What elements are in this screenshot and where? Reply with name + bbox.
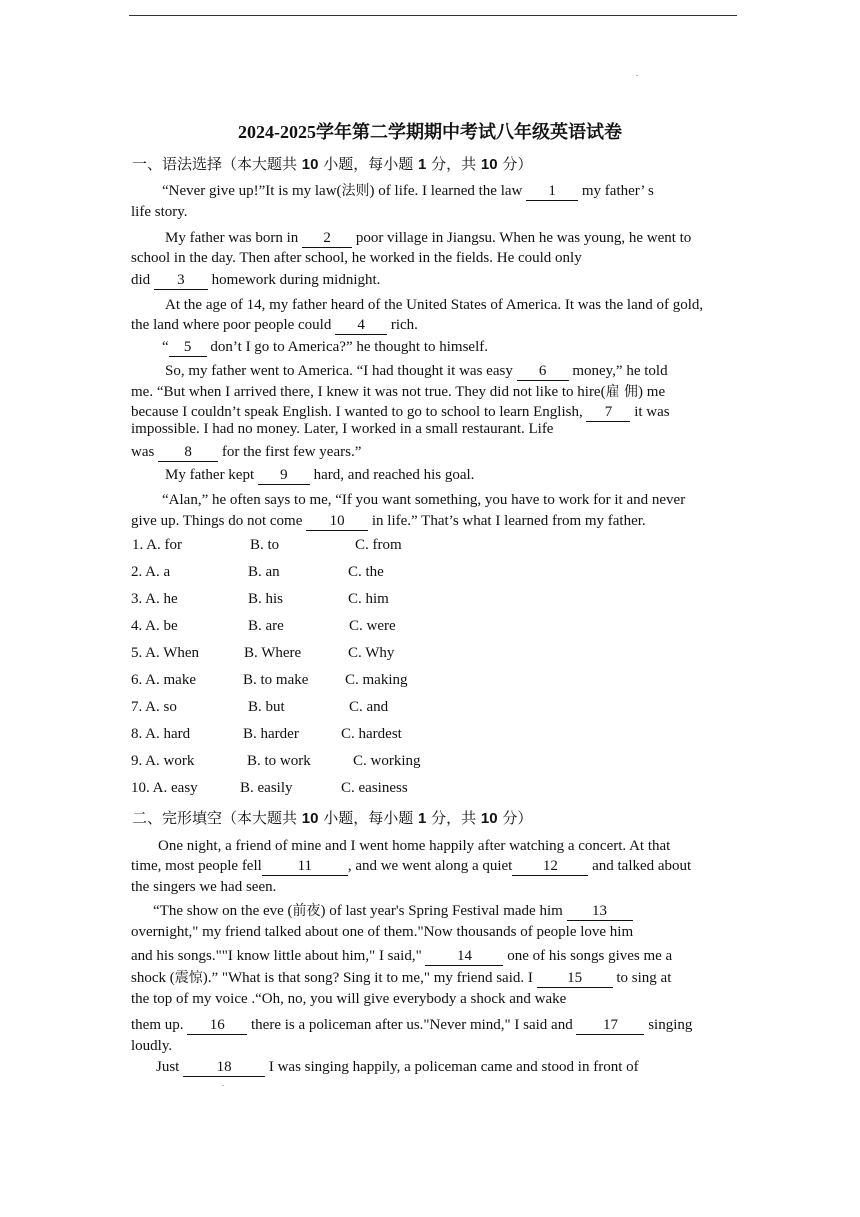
blank-3: 3 [154, 272, 208, 290]
option-number-a: 4. A. be [131, 618, 178, 634]
passage-line: impossible. I had no money. Later, I worked in a small restaurant. Life [131, 421, 554, 437]
option-c: C. hardest [341, 726, 402, 742]
passage-line: the land where poor people could 4 rich. [131, 317, 418, 333]
section-heading-cloze: 二、完形填空（本大题共 10 小题，每小题 1 分，共 10 分） [132, 809, 533, 827]
passage-line: did 3 homework during midnight. [131, 272, 381, 288]
option-b: B. easily [240, 780, 293, 796]
passage-line: overnight," my friend talked about one of them."Now thousands of people love him [131, 924, 634, 940]
blank-4: 4 [335, 317, 387, 335]
passage-line: the singers we had seen. [131, 879, 277, 895]
blank-11: 11 [262, 858, 348, 876]
page-title: 2024-2025学年第二学期期中考试八年级英语试卷 [238, 122, 622, 142]
passage-line: and his songs.""I know little about him," I said," 14 one of his songs gives me a [131, 948, 673, 964]
blank-12: 12 [512, 858, 588, 876]
option-number-a: 1. A. for [132, 537, 182, 553]
passage-line: was 8 for the first few years.” [131, 444, 362, 460]
passage-line: loudly. [131, 1038, 173, 1054]
option-c: C. the [348, 564, 384, 580]
blank-15: 15 [537, 970, 613, 988]
passage-line: time, most people fell 11 , and we went along a quiet 12 and talked about [131, 858, 692, 874]
option-number-a: 6. A. make [131, 672, 196, 688]
option-c: C. working [353, 753, 421, 769]
passage-line: Just 18 I was singing happily, a policeman came and stood in front of [156, 1059, 639, 1075]
scan-speck [636, 75, 638, 76]
passage-line: “Alan,” he often says to me, “If you want something, you have to work for it and never [162, 492, 686, 508]
passage-line: “The show on the eve (前夜) of last year's Spring Festival made him 13 [153, 901, 633, 921]
blank-8: 8 [158, 444, 218, 462]
passage-line: One night, a friend of mine and I went home happily after watching a concert. At that [158, 838, 671, 854]
passage-line: the top of my voice .“Oh, no, you will give everybody a shock and wake [131, 991, 567, 1007]
option-c: C. making [345, 672, 408, 688]
option-b: B. to [250, 537, 280, 553]
option-b: B. an [248, 564, 280, 580]
blank-16: 16 [187, 1017, 247, 1035]
blank-10: 10 [306, 513, 368, 531]
blank-17: 17 [576, 1017, 644, 1035]
option-c: C. and [349, 699, 389, 715]
option-c: C. Why [348, 645, 395, 661]
option-c: C. easiness [341, 780, 408, 796]
option-b: B. Where [244, 645, 302, 661]
option-b: B. his [248, 591, 284, 607]
option-c: C. him [348, 591, 389, 607]
option-number-a: 3. A. he [131, 591, 178, 607]
option-b: B. but [248, 699, 285, 715]
passage-line: My father was born in 2 poor village in Jiangsu. When he was young, he went to [165, 230, 692, 246]
passage-line: life story. [131, 204, 188, 220]
blank-2: 2 [302, 230, 352, 248]
option-c: C. from [355, 537, 402, 553]
blank-1: 1 [526, 183, 578, 201]
passage-line: My father kept 9 hard, and reached his goal. [165, 467, 475, 483]
section-heading-grammar: 一、语法选择（本大题共 10 小题，每小题 1 分，共 10 分） [132, 155, 533, 173]
blank-9: 9 [258, 467, 310, 485]
passage-line: “Never give up!”It is my law(法则) of life. I learned the law 1 my father’ s [162, 183, 654, 199]
option-b: B. harder [243, 726, 299, 742]
scan-speck [222, 1085, 224, 1086]
passage-line: “ 5 don’t I go to America?” he thought to himself. [162, 339, 489, 355]
passage-line: me. “But when I arrived there, I knew it was not true. They did not like to hire(雇 佣) me [131, 384, 666, 400]
passage-line: give up. Things do not come 10 in life.” That’s what I learned from my father. [131, 513, 646, 529]
passage-line: them up. 16 there is a policeman after us."Never mind," I said and 17 singing [131, 1017, 693, 1033]
option-number-a: 9. A. work [131, 753, 195, 769]
passage-line: school in the day. Then after school, he worked in the fields. He could only [131, 250, 582, 266]
passage-line: shock (震惊).” "What is that song? Sing it to me," my friend said. I 15 to sing at [131, 970, 672, 986]
option-c: C. were [349, 618, 396, 634]
option-b: B. are [248, 618, 284, 634]
option-number-a: 8. A. hard [131, 726, 191, 742]
blank-13: 13 [567, 903, 633, 921]
option-number-a: 10. A. easy [131, 780, 198, 796]
passage-line: At the age of 14, my father heard of the United States of America. It was the land of gold, [165, 297, 704, 313]
blank-6: 6 [517, 363, 569, 381]
blank-7: 7 [586, 404, 630, 422]
blank-18: 18 [183, 1059, 265, 1077]
blank-5: 5 [169, 339, 207, 357]
option-number-a: 2. A. a [131, 564, 171, 580]
option-number-a: 7. A. so [131, 699, 177, 715]
passage-line: because I couldn’t speak English. I wanted to go to school to learn English, 7 it was [131, 404, 670, 420]
blank-14: 14 [425, 948, 503, 966]
option-number-a: 5. A. When [131, 645, 200, 661]
passage-line: So, my father went to America. “I had thought it was easy 6 money,” he told [165, 363, 668, 379]
option-b: B. to make [243, 672, 309, 688]
option-b: B. to work [247, 753, 311, 769]
header-rule [129, 15, 737, 16]
